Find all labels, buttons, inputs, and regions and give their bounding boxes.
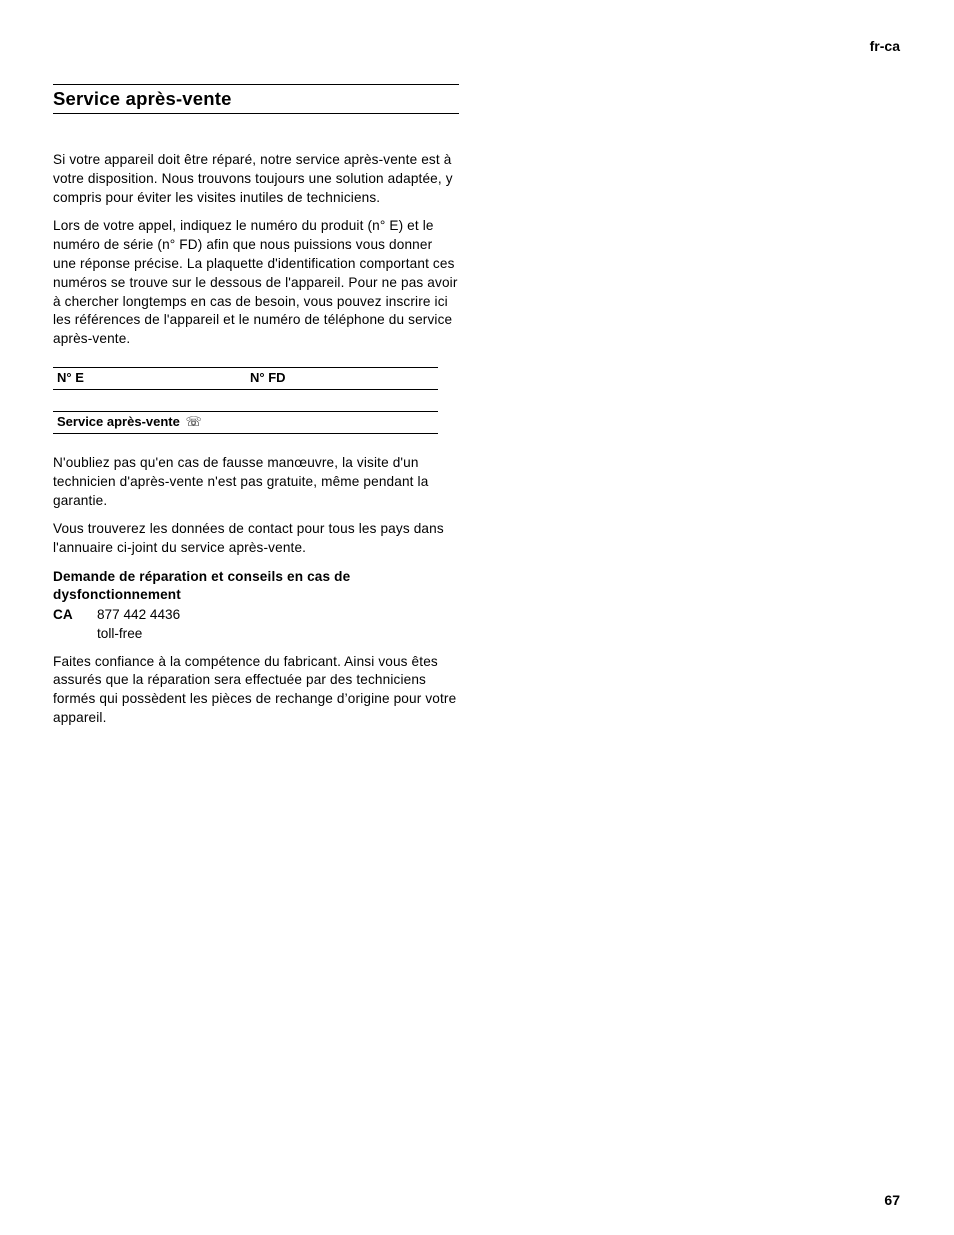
contact-details (97, 606, 180, 644)
directory-paragraph: Vous trouverez les données de contact pour tous les pays dans l'annuaire ci-joint du service après-vente. (53, 521, 444, 556)
language-code: fr-ca (869, 38, 900, 54)
e-number-label: N° E (57, 369, 84, 385)
content-column (53, 84, 459, 728)
country-code: CA (53, 606, 73, 622)
warning-paragraph: N'oubliez pas qu'en cas de fausse manœuvre, la visite d'un technicien d'après-vente n'est pas gratuite, même pendant la garantie. (53, 454, 429, 508)
service-label-wrap (57, 414, 202, 430)
form-row-numbers (53, 367, 438, 389)
trust-paragraph: Faites confiance à la compétence du fabricant. Ainsi vous êtes assurés que la réparation sera effectuée par des techniciens formés qui possèdent les pièces de rechange d’origine pour votre appareil. (53, 653, 457, 725)
fd-number-label: N° FD (250, 369, 286, 385)
contact-entry (53, 606, 459, 644)
reference-form (53, 367, 438, 434)
section-title: Service après-vente (53, 84, 459, 114)
repair-heading: Demande de réparation et conseils en cas de dysfonctionnement (53, 568, 351, 602)
toll-free-note: toll-free (97, 625, 143, 641)
form-row-service (53, 411, 438, 434)
service-label: Service après-vente (57, 413, 180, 429)
form-row-blank (53, 389, 438, 411)
intro-paragraph: Si votre appareil doit être réparé, notre service après-vente est à votre disposition. Nous trouvons toujours une solution adaptée, y compris pour éviter les visites inutiles de techniciens. (53, 152, 453, 205)
phone-icon: ☏ (185, 413, 202, 429)
phone-number: 877 442 4436 (97, 606, 181, 622)
page-number: 67 (884, 1192, 900, 1208)
call-paragraph: Lors de votre appel, indiquez le numéro du produit (n° E) et le numéro de série (n° FD) afin que nous puissions vous donner une réponse précise. La plaquette d'identification comportant ces numéros se trouve sur le dessous de l'appareil. Pour ne pas avoir à chercher longtemps en cas de besoin, vous pouvez inscrire ici les références de l'appareil et le numéro de téléphone du service après-vente. (53, 218, 458, 347)
